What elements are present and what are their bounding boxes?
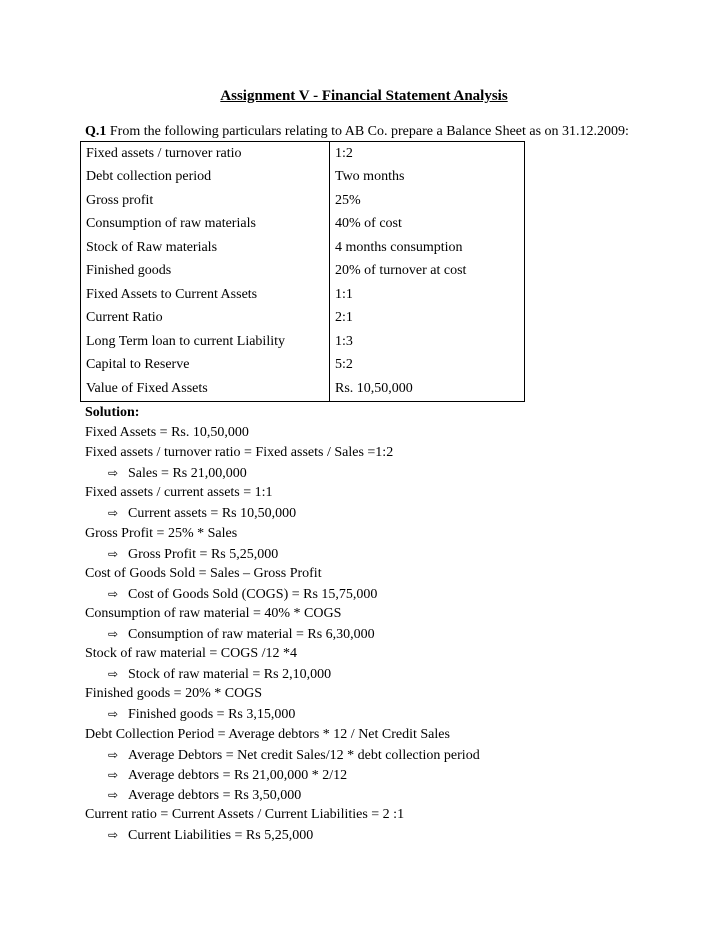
solution-section (85, 403, 705, 845)
solution-line-text: Current assets = Rs 10,50,000 (128, 506, 297, 522)
implies-arrow-icon: ⇨ (108, 787, 119, 802)
solution-heading: Solution: (85, 405, 140, 420)
solution-line-text: Average debtors = Rs 21,00,000 * 2/12 (128, 767, 348, 783)
particular-label: Current Ratio (81, 307, 330, 331)
solution-result-line (85, 584, 705, 604)
particular-value: 40% of cost (330, 213, 525, 237)
table-row (81, 142, 525, 166)
question-number: Q.1 (85, 124, 107, 139)
solution-line-text: Finished goods = 20% * COGS (85, 686, 263, 702)
implies-arrow-icon: ⇨ (108, 667, 119, 682)
particular-value: 1:2 (330, 142, 525, 166)
solution-step-line (85, 524, 705, 544)
table-row (81, 189, 525, 213)
particular-label: Fixed Assets to Current Assets (81, 283, 330, 307)
particular-value: Rs. 10,50,000 (330, 377, 525, 401)
implies-arrow-icon: ⇨ (108, 506, 119, 521)
implies-arrow-icon: ⇨ (108, 586, 119, 601)
solution-line-text: Finished goods = Rs 3,15,000 (128, 707, 296, 723)
solution-line-text: Current ratio = Current Assets / Current Liabilities = 2 :1 (85, 806, 405, 822)
solution-step-line (85, 443, 705, 463)
particular-label: Value of Fixed Assets (81, 377, 330, 401)
solution-steps (85, 423, 705, 845)
solution-step-line (85, 644, 705, 664)
particulars-table (80, 141, 525, 402)
solution-line-text: Stock of raw material = Rs 2,10,000 (128, 667, 332, 683)
solution-result-line (85, 704, 705, 724)
solution-result-line (85, 544, 705, 564)
implies-arrow-icon: ⇨ (108, 466, 119, 481)
particular-label: Consumption of raw materials (81, 213, 330, 237)
solution-line-text: Sales = Rs 21,00,000 (128, 466, 247, 482)
table-row (81, 330, 525, 354)
solution-result-line (85, 825, 705, 845)
implies-arrow-icon: ⇨ (108, 627, 119, 642)
table-row (81, 283, 525, 307)
solution-line-text: Gross Profit = Rs 5,25,000 (128, 546, 279, 562)
solution-step-line (85, 604, 705, 624)
table-row (81, 260, 525, 284)
implies-arrow-icon: ⇨ (108, 747, 119, 762)
solution-result-line (85, 624, 705, 644)
solution-line-text: Current Liabilities = Rs 5,25,000 (128, 827, 314, 843)
particular-value: Two months (330, 166, 525, 190)
solution-step-line (85, 564, 705, 584)
solution-line-text: Fixed assets / current assets = 1:1 (85, 485, 273, 501)
particular-label: Debt collection period (81, 166, 330, 190)
solution-line-text: Fixed assets / turnover ratio = Fixed assets / Sales =1:2 (85, 445, 394, 461)
solution-line-text: Stock of raw material = COGS /12 *4 (85, 646, 298, 662)
table-row (81, 307, 525, 331)
solution-result-line (85, 503, 705, 523)
solution-step-line (85, 483, 705, 503)
solution-line-text: Cost of Goods Sold (COGS) = Rs 15,75,000 (128, 586, 378, 602)
solution-step-line (85, 423, 705, 443)
implies-arrow-icon: ⇨ (108, 707, 119, 722)
question-statement (85, 123, 705, 141)
solution-result-line (85, 463, 705, 483)
particular-value: 4 months consumption (330, 236, 525, 260)
solution-result-line (85, 785, 705, 805)
implies-arrow-icon: ⇨ (108, 546, 119, 561)
page-title: Assignment V - Financial Statement Analysis (220, 88, 508, 104)
solution-result-line (85, 765, 705, 785)
implies-arrow-icon: ⇨ (108, 767, 119, 782)
particular-label: Fixed assets / turnover ratio (81, 142, 330, 166)
solution-line-text: Consumption of raw material = 40% * COGS (85, 605, 342, 621)
solution-step-line (85, 805, 705, 825)
solution-line-text: Cost of Goods Sold = Sales – Gross Profit (85, 565, 322, 581)
solution-step-line (85, 684, 705, 704)
solution-line-text: Fixed Assets = Rs. 10,50,000 (85, 425, 249, 441)
table-row (81, 166, 525, 190)
question-text: From the following particulars relating to AB Co. prepare a Balance Sheet as on 31.12.2009: (106, 124, 629, 139)
solution-line-text: Average Debtors = Net credit Sales/12 * debt collection period (128, 747, 480, 763)
solution-line-text: Gross Profit = 25% * Sales (85, 525, 238, 541)
solution-line-text: Debt Collection Period = Average debtors * 12 / Net Credit Sales (85, 726, 450, 742)
particular-value: 5:2 (330, 354, 525, 378)
particular-label: Gross profit (81, 189, 330, 213)
table-row (81, 354, 525, 378)
particular-value: 2:1 (330, 307, 525, 331)
table-row (81, 213, 525, 237)
particular-label: Stock of Raw materials (81, 236, 330, 260)
particular-value: 1:1 (330, 283, 525, 307)
particular-label: Long Term loan to current Liability (81, 330, 330, 354)
solution-line-text: Average debtors = Rs 3,50,000 (128, 787, 302, 803)
solution-line-text: Consumption of raw material = Rs 6,30,000 (128, 627, 375, 643)
solution-result-line (85, 745, 705, 765)
solution-step-line (85, 725, 705, 745)
table-row (81, 236, 525, 260)
particular-label: Finished goods (81, 260, 330, 284)
implies-arrow-icon: ⇨ (108, 827, 119, 842)
particular-value: 25% (330, 189, 525, 213)
solution-result-line (85, 664, 705, 684)
table-row (81, 377, 525, 401)
particular-value: 1:3 (330, 330, 525, 354)
particular-value: 20% of turnover at cost (330, 260, 525, 284)
particular-label: Capital to Reserve (81, 354, 330, 378)
